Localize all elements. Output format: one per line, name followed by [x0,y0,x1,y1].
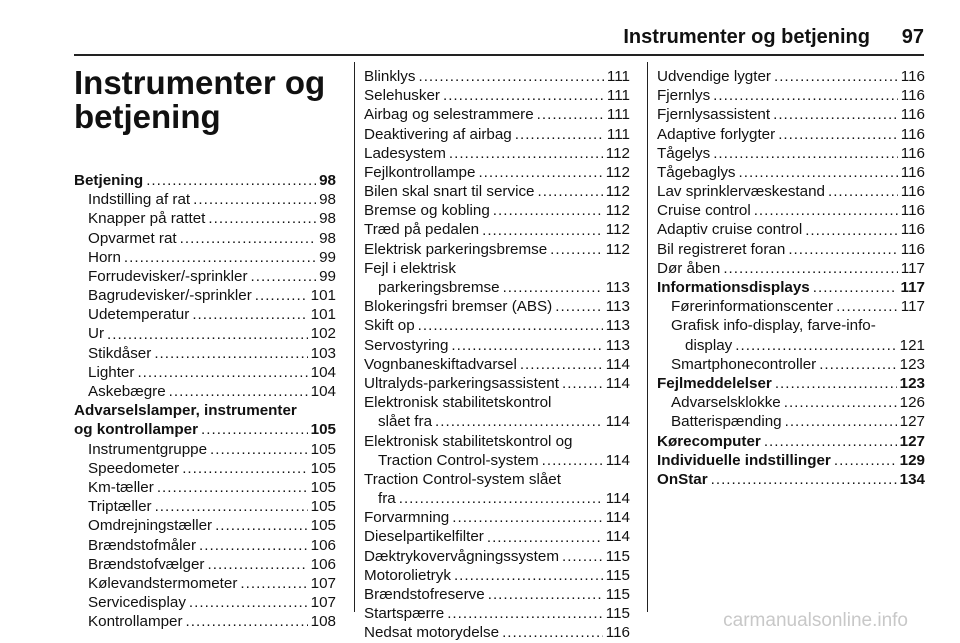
toc-entry[interactable] [74,440,336,459]
toc-entry[interactable] [74,267,336,286]
dot-leader [488,585,603,604]
toc-entry[interactable] [74,420,336,439]
dot-leader [192,305,307,324]
toc-entry-title: Opvarmet rat [88,229,177,247]
toc-entry[interactable] [364,240,630,259]
toc-entry[interactable] [364,566,630,585]
toc-entry[interactable] [657,355,925,374]
toc-entry-title: Kontrollamper [88,613,183,631]
toc-entry-page: 116 [900,67,925,85]
toc-entry-page: 111 [606,87,630,105]
toc-entry-page: 106 [310,536,336,554]
toc-heading-line: Advarselslamper, instrumenter [74,402,297,420]
toc-entry-page: 105 [310,498,336,516]
toc-entry-page: 107 [310,594,336,612]
toc-entry-title: Informationsdisplays [657,279,810,297]
dot-leader [482,221,603,240]
toc-heading-line: Elektronisk stabilitetskontrol og [364,432,573,450]
toc-entry-title: Fejlkontrollampe [364,163,476,181]
dot-leader [836,297,898,316]
toc-entry-title: OnStar [657,470,708,488]
dot-leader [418,67,603,86]
toc-entry-title: Lav sprinklervæskestand [657,183,825,201]
toc-entry[interactable] [657,67,925,86]
dot-leader [713,86,898,105]
toc-entry-page: 121 [899,336,925,354]
toc-entry-page: 106 [310,555,336,573]
toc-entry-page: 116 [900,163,925,181]
toc-entry-title: Elektrisk parkeringsbremse [364,240,548,258]
toc-entry-title: Nedsat motorydelse [364,624,500,642]
dot-leader [713,144,898,163]
toc-entry[interactable] [74,229,336,248]
toc-entry-page: 116 [900,221,925,239]
toc-entry-page: 98 [319,191,336,209]
toc-entry-title: Batterispænding [671,413,782,431]
toc-entry-page: 113 [605,336,630,354]
toc-entry-title: Omdrejningstæller [88,517,213,535]
toc-entry-page: 127 [899,432,925,450]
toc-entry[interactable] [657,432,925,451]
dot-leader [454,566,603,585]
toc-entry-title: Knapper på rattet [88,210,206,228]
toc-entry-title: Førerinformationscenter [671,298,834,316]
dot-leader [255,286,308,305]
toc-entry-title: Dæktrykovervågningssystem [364,547,559,565]
dot-leader [555,297,603,316]
dot-leader [251,267,317,286]
header-title: Instrumenter og betjening [623,26,870,48]
toc-entry-page: 113 [605,317,630,335]
toc-entry-page: 114 [605,374,630,392]
toc-entry-title: Adaptive forlygter [657,125,776,143]
toc-entry-title: Advarselsklokke [671,394,781,412]
toc-entry-title: Motorolietryk [364,566,451,584]
toc-entry[interactable] [74,363,336,382]
toc-entry-page: 101 [310,306,336,324]
toc-entry-title: Servostyring [364,336,449,354]
column-divider [647,62,648,612]
chapter-title [74,66,344,134]
toc-entry-title: display [685,336,733,354]
dot-leader [735,336,896,355]
toc-entry-title: Tågelys [657,144,711,162]
toc-entry[interactable] [74,478,336,497]
dot-leader [418,316,603,335]
toc-entry[interactable] [657,336,925,355]
toc-heading-line: Elektronisk stabilitetskontrol [364,394,552,412]
toc-entry[interactable] [74,536,336,555]
toc-entry[interactable] [657,182,925,201]
toc-entry-page: 105 [310,459,336,477]
toc-entry-title: Forrudevisker/-sprinkler [88,267,248,285]
toc-entry[interactable] [364,604,630,623]
toc-heading-line: Fejl i elektrisk [364,259,456,277]
toc-entry[interactable] [364,86,630,105]
toc-entry-title: Instrumentgruppe [88,440,208,458]
toc-entry[interactable] [657,412,925,431]
toc-entry-page: 134 [899,470,925,488]
dot-leader [146,171,316,190]
toc-entry[interactable] [74,325,336,344]
toc-column-3 [657,67,925,489]
dot-leader [819,355,896,374]
toc-entry-title: slået fra [378,413,433,431]
toc-entry-title: Brændstofvælger [88,555,205,573]
toc-entry-title: Fejlmeddelelser [657,374,772,392]
toc-entry-title: Bil registreret foran [657,240,786,258]
toc-entry-title: Udvendige lygter [657,67,771,85]
dot-leader [562,374,603,393]
toc-entry-page: 115 [605,566,630,584]
toc-entry[interactable] [74,286,336,305]
dot-leader [478,163,602,182]
toc-entry-title: Udetemperatur [88,306,190,324]
dot-leader [828,182,898,201]
dot-leader [182,459,307,478]
toc-entry-page: 114 [605,528,630,546]
toc-entry-title: Servicedisplay [88,594,186,612]
dot-leader [193,190,316,209]
toc-entry[interactable] [657,125,925,144]
toc-entry-title: Bilen skal snart til service [364,183,535,201]
toc-entry-page: 107 [310,574,336,592]
dot-leader [493,201,603,220]
toc-entry[interactable] [74,516,336,535]
dot-leader [834,451,897,470]
toc-entry[interactable] [657,144,925,163]
toc-entry-page: 98 [319,229,336,247]
dot-leader [169,382,308,401]
toc-entry-page: 111 [606,106,630,124]
toc-entry-page: 117 [900,259,925,277]
toc-entry-page: 108 [310,613,336,631]
dot-leader [180,229,316,248]
toc-entry[interactable] [364,125,630,144]
dot-leader [451,336,602,355]
toc-entry-page: 116 [900,240,925,258]
dot-leader [449,144,603,163]
toc-entry[interactable] [657,221,925,240]
toc-entry-page: 105 [310,421,336,439]
toc-entry[interactable] [74,190,336,209]
toc-entry-title: Bremse og kobling [364,202,490,220]
toc-entry[interactable] [74,382,336,401]
toc-entry[interactable] [74,305,336,324]
toc-entry[interactable] [364,221,630,240]
toc-entry[interactable] [364,547,630,566]
toc-entry-page: 123 [899,374,925,392]
dot-leader [562,547,603,566]
toc-entry[interactable] [657,451,925,470]
dot-leader [186,612,308,631]
dot-leader [723,259,897,278]
toc-entry[interactable] [364,355,630,374]
toc-entry-title: Ladesystem [364,144,446,162]
dot-leader [157,478,308,497]
toc-entry-page: 101 [310,287,336,305]
toc-entry[interactable] [657,86,925,105]
toc-entry-title: Vognbaneskiftadvarsel [364,355,517,373]
toc-entry-page: 105 [310,440,336,458]
toc-entry-title: Fjernlysassistent [657,106,771,124]
dot-leader [542,451,603,470]
toc-entry[interactable] [657,470,925,489]
toc-entry-title: Blokeringsfri bremser (ABS) [364,298,553,316]
dot-leader [208,209,316,228]
toc-entry-title: parkeringsbremse [378,279,500,297]
dot-leader [199,536,308,555]
toc-entry-page: 112 [605,221,630,239]
toc-entry-page: 112 [605,144,630,162]
toc-entry-page: 105 [310,517,336,535]
toc-entry-title: Forvarmning [364,509,450,527]
toc-entry-title: Lighter [88,363,135,381]
toc-entry[interactable] [657,240,925,259]
toc-entry[interactable] [74,593,336,612]
toc-entry[interactable] [364,412,630,431]
toc-entry-page: 114 [605,490,630,508]
toc-entry-title: Airbag og selestrammere [364,106,534,124]
toc-entry[interactable] [74,555,336,574]
toc-entry-page: 104 [310,363,336,381]
toc-entry[interactable] [657,278,925,297]
dot-leader [739,163,898,182]
dot-leader [520,355,603,374]
toc-entry[interactable] [364,623,630,642]
toc-entry-page: 113 [605,279,630,297]
toc-entry-title: Speedometer [88,459,180,477]
toc-entry[interactable] [364,144,630,163]
toc-entry-title: Fjernlys [657,87,711,105]
dot-leader [443,86,604,105]
toc-entry-title: Askebægre [88,383,166,401]
toc-entry-page: 126 [899,394,925,412]
toc-entry[interactable] [74,459,336,478]
toc-entry-title: Brændstofmåler [88,536,197,554]
page-number: 97 [901,26,924,48]
toc-entry[interactable] [657,393,925,412]
dot-leader [215,516,308,535]
toc-entry[interactable] [364,105,630,124]
toc-entry-page: 116 [605,624,630,642]
toc-entry-page: 123 [899,355,925,373]
dot-leader [107,325,308,344]
toc-entry-page: 112 [605,240,630,258]
toc-entry-page: 116 [900,106,925,124]
toc-entry[interactable] [74,574,336,593]
toc-entry-page: 112 [605,183,630,201]
toc-heading-line: Traction Control-system slået [364,470,561,488]
toc-entry-title: Traction Control-system [378,451,539,469]
toc-entry[interactable] [364,336,630,355]
toc-entry[interactable] [74,344,336,363]
toc-entry-page: 105 [310,478,336,496]
toc-entry[interactable] [364,451,630,470]
watermark: carmanualsonline.info [723,610,908,631]
dot-leader [515,125,604,144]
toc-entry[interactable] [364,297,630,316]
toc-heading-line: Grafisk info-display, farve-info- [671,317,876,335]
toc-entry-page: 114 [605,509,630,527]
dot-leader [788,240,897,259]
dot-leader [785,412,897,431]
toc-entry[interactable] [74,612,336,631]
dot-leader [435,412,603,431]
dot-leader [537,105,604,124]
toc-entry-title: Selehusker [364,87,440,105]
toc-entry-page: 112 [605,202,630,220]
dot-leader [487,528,603,547]
dot-leader [711,470,897,489]
dot-leader [754,201,898,220]
toc-entry-title: Individuelle indstillinger [657,451,831,469]
toc-entry[interactable] [657,105,925,124]
toc-entry[interactable] [364,278,630,297]
toc-entry-title: Skift op [364,317,415,335]
dot-leader [778,125,898,144]
page-header [0,0,960,52]
toc-entry-title: Bagrudevisker/-sprinkler [88,287,252,305]
toc-entry-page: 117 [900,279,925,297]
toc-entry-title: Tågebaglys [657,163,736,181]
toc-entry-page: 116 [900,183,925,201]
toc-entry-page: 99 [319,267,336,285]
toc-entry-page: 116 [900,87,925,105]
toc-entry[interactable] [364,201,630,220]
dot-leader [447,604,603,623]
toc-entry[interactable] [364,374,630,393]
column-divider [354,62,355,612]
toc-entry-title: Kørecomputer [657,432,761,450]
toc-entry-page: 117 [900,298,925,316]
dot-leader [189,593,308,612]
dot-leader [137,363,307,382]
dot-leader [201,420,308,439]
toc-entry-page: 115 [605,547,630,565]
header-rule [74,54,924,56]
toc-entry-title: og kontrollamper [74,421,199,439]
toc-entry-page: 112 [605,163,630,181]
toc-entry[interactable] [74,248,336,267]
toc-entry-title: Startspærre [364,605,445,623]
toc-entry-page: 116 [900,125,925,143]
toc-entry-page: 111 [606,67,630,85]
dot-leader [208,555,308,574]
toc-entry[interactable] [657,259,925,278]
toc-entry[interactable] [364,528,630,547]
dot-leader [210,440,308,459]
toc-entry-page: 113 [605,298,630,316]
dot-leader [503,278,603,297]
toc-entry[interactable] [364,316,630,335]
toc-entry-page: 116 [900,202,925,220]
dot-leader [764,432,897,451]
dot-leader [240,574,307,593]
toc-entry-title: Blinklys [364,67,416,85]
toc-entry-page: 103 [310,344,336,362]
dot-leader [399,489,603,508]
toc-entry[interactable] [364,508,630,527]
dot-leader [774,67,898,86]
chapter-title-line1: Instrumenter og [74,64,326,101]
toc-entry-page: 98 [319,171,336,189]
dot-leader [452,508,603,527]
toc-entry[interactable] [364,585,630,604]
dot-leader [155,497,308,516]
toc-entry-title: Deaktivering af airbag [364,125,512,143]
toc-entry-title: Betjening [74,171,144,189]
dot-leader [805,221,898,240]
toc-entry-page: 114 [605,451,630,469]
toc-entry[interactable] [657,201,925,220]
toc-entry-page: 99 [319,248,336,266]
dot-leader [773,105,898,124]
dot-leader [550,240,603,259]
toc-entry-title: Kølevandstermometer [88,574,238,592]
toc-entry-title: Indstilling af rat [88,191,191,209]
toc-entry[interactable] [364,182,630,201]
toc-entry-title: Ur [88,325,105,343]
toc-entry[interactable] [657,297,925,316]
toc-entry[interactable] [657,163,925,182]
toc-entry-title: Dieselpartikelfilter [364,528,484,546]
toc-entry-title: Stikdåser [88,344,152,362]
toc-entry-page: 116 [900,144,925,162]
toc-column-1 [74,171,336,632]
toc-entry-title: Træd på pedalen [364,221,480,239]
toc-entry-page: 114 [605,413,630,431]
toc-entry-title: Ultralyds-parkeringsassistent [364,374,559,392]
toc-entry[interactable] [74,497,336,516]
toc-entry-page: 114 [605,355,630,373]
toc-entry[interactable] [364,489,630,508]
toc-entry-title: Triptæller [88,498,152,516]
toc-entry-page: 102 [310,325,336,343]
toc-entry-title: Brændstofreserve [364,586,485,604]
toc-column-2 [364,67,630,643]
toc-entry-title: Dør åben [657,259,721,277]
dot-leader [775,374,897,393]
dot-leader [813,278,898,297]
toc-entry-title: fra [378,490,396,508]
toc-entry[interactable] [364,67,630,86]
toc-entry-page: 127 [899,413,925,431]
toc-entry-page: 115 [605,605,630,623]
dot-leader [538,182,603,201]
toc-entry-page: 104 [310,383,336,401]
dot-leader [124,248,316,267]
toc-entry-page: 111 [606,125,630,143]
chapter-title-line2: betjening [74,98,221,135]
toc-entry-title: Adaptiv cruise control [657,221,803,239]
dot-leader [502,623,603,642]
toc-entry-title: Smartphonecontroller [671,355,817,373]
toc-entry-title: Km-tæller [88,478,154,496]
dot-leader [784,393,897,412]
dot-leader [154,344,307,363]
toc-entry-title: Horn [88,248,121,266]
toc-entry-title: Cruise control [657,202,751,220]
toc-entry[interactable] [74,209,336,228]
toc-entry[interactable] [364,163,630,182]
toc-entry[interactable] [657,374,925,393]
toc-entry[interactable] [74,171,336,190]
toc-entry-page: 98 [319,210,336,228]
toc-entry-page: 115 [605,586,630,604]
toc-entry-page: 129 [899,451,925,469]
